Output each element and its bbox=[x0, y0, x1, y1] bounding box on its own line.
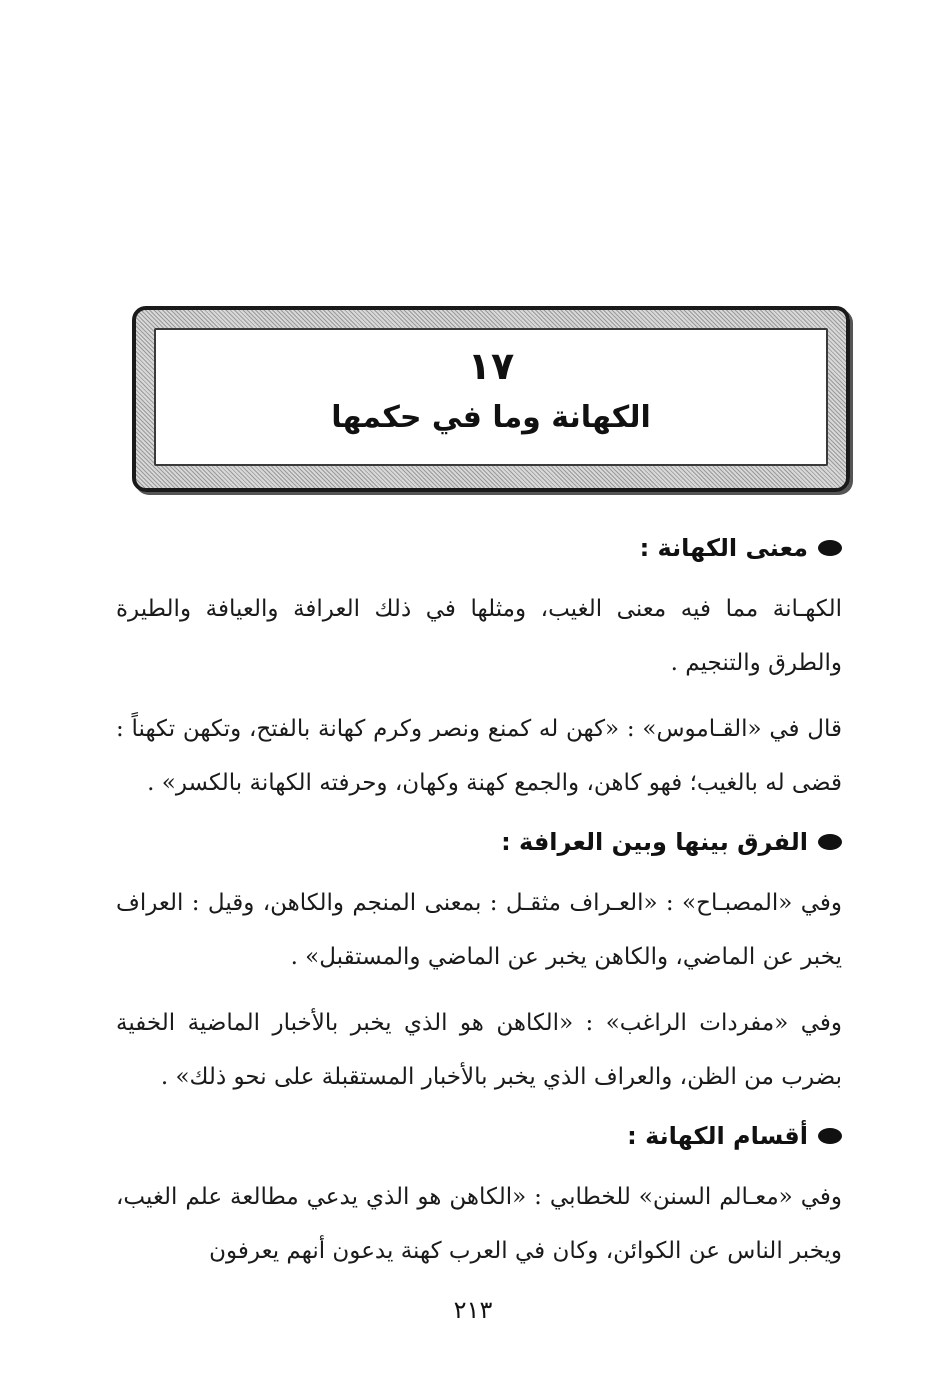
bullet-icon bbox=[818, 540, 842, 556]
paragraph: وفي «مفردات الراغب» : «الكاهن هو الذي يخبر بالأخبار الماضية الخفية بضرب من الظن، والعراف الذي يخبر بالأخبار المستقبلة على نحو ذلك» . bbox=[116, 1010, 842, 1090]
section-heading-meaning bbox=[116, 528, 842, 568]
page-body bbox=[116, 528, 842, 1290]
section-heading-text: الفرق بينها وبين العرافة : bbox=[501, 828, 808, 856]
chapter-title-panel bbox=[154, 328, 828, 466]
bullet-icon bbox=[818, 1128, 842, 1144]
section-heading-text: أقسام الكهانة : bbox=[627, 1122, 808, 1150]
paragraph: قال في «القـاموس» : «كهن له كمنع ونصر وكرم كهانة بالفتح، وتكهن تكهناً : قضى له بالغيب؛ فهو كاهن، والجمع كهنة وكهان، وحرفته الكهانة بالكسر» . bbox=[116, 716, 842, 796]
section-heading-text: معنى الكهانة : bbox=[639, 534, 808, 562]
chapter-title: الكهانة وما في حكمها bbox=[331, 400, 651, 435]
page-number: ٢١٣ bbox=[453, 1296, 493, 1324]
paragraph: وفي «المصبـاح» : «العـراف مثقـل : بمعنى المنجم والكاهن، وقيل : العراف يخبر عن الماضي، والكاهن يخبر عن الماضي والمستقبل» . bbox=[116, 890, 842, 970]
paragraph: وفي «معـالم السنن» للخطابي : «الكاهن هو الذي يدعي مطالعة علم الغيب، ويخبر الناس عن الكوائن، وكان في العرب كهنة يدعون أنهم يعرفون bbox=[116, 1184, 842, 1264]
bullet-icon bbox=[818, 834, 842, 850]
chapter-title-box bbox=[132, 306, 850, 492]
chapter-number: ١٧ bbox=[467, 344, 515, 388]
section-heading-difference bbox=[116, 822, 842, 862]
section-heading-types bbox=[116, 1116, 842, 1156]
paragraph: الكهـانة مما فيه معنى الغيب، ومثلها في ذلك العرافة والعيافة والطيرة والطرق والتنجيم . bbox=[116, 596, 842, 676]
